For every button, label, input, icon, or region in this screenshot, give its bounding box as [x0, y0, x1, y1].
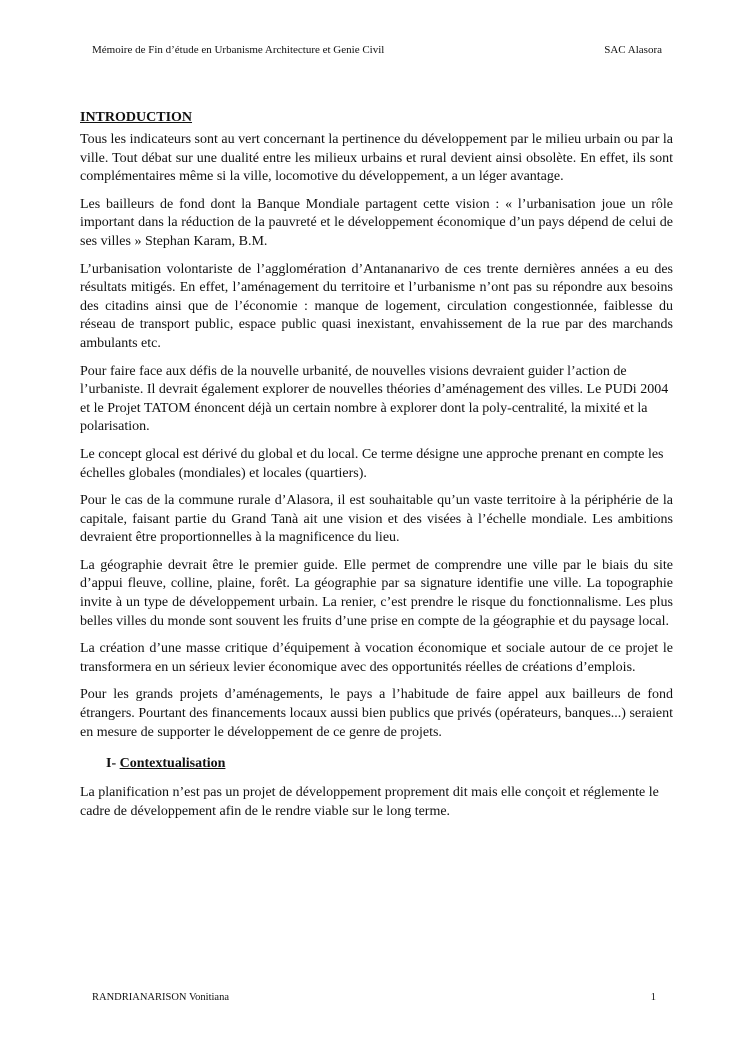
paragraph-6: Pour le cas de la commune rurale d’Alasora, il est souhaitable qu’un vaste territoire à la périphérie de la capitale, faisant partie du Grand Tanà ait une vision et des visées à l’échelle mondiale. Les ambitions devraient être proportionnelles à la magnificence du lieu.	[80, 493, 673, 546]
paragraph-1: Tous les indicateurs sont au vert concernant la pertinence du développement par le milieu urbain ou par la ville. Tout débat sur une dualité entre les milieux urbains et rural devient ainsi obsolète. En effet, ils sont complémentaires même si la ville, locomotive du développement, a un léger avantage.	[80, 132, 673, 185]
introduction-heading: INTRODUCTION	[80, 110, 193, 125]
paragraph-8: La création d’une masse critique d’équipement à vocation économique et sociale autour de ce projet le transformera en un sérieux levier économique avec des opportunités réelles de créations d’emplois.	[80, 641, 673, 675]
section-number: I-	[106, 756, 117, 772]
section-heading	[106, 756, 673, 772]
section-title: Contextualisation	[119, 756, 226, 772]
paragraph-7: La géographie devrait être le premier guide. Elle permet de comprendre une ville par le biais du site d’appui fleuve, colline, plaine, forêt. La géographie par sa signature identifie une ville. La topographie invite à un type de développement urbain. La renier, c’est prendre le risque du fonctionnalisme. Les plus belles villes du monde sont souvent les fruits d’une prise en compte de la géographie et du paysage local.	[80, 557, 673, 629]
page-footer	[92, 992, 656, 1003]
header-organization: SAC Alasora	[604, 44, 662, 56]
footer-author: RANDRIANARISON Vonitiana	[92, 992, 229, 1003]
paragraph-2: Les bailleurs de fond dont la Banque Mondiale partagent cette vision : « l’urbanisation joue un rôle important dans la réduction de la pauvreté et le développement économique d’un pays dépend de celui de ses villes » Stephan Karam, B.M.	[80, 196, 673, 249]
paragraph-4: Pour faire face aux défis de la nouvelle urbanité, de nouvelles visions devraient guider l’action de l’urbaniste. Il devrait également explorer de nouvelles théories d’aménagement des villes. Le PUDi 2004 et le Projet TATOM énoncent déjà un certain nombre à explorer dont la poly-centralité, la mixité et la polarisation.	[80, 363, 669, 435]
paragraph-9: Pour les grands projets d’aménagements, le pays a l’habitude de faire appel aux bailleurs de fond étrangers. Pourtant des financements locaux aussi bien publics que privés (opérateurs, banques...) seraient en mesure de supporter le développement de ce genre de projets.	[80, 687, 673, 740]
page-header	[92, 44, 662, 56]
paragraph-3: L’urbanisation volontariste de l’agglomération d’Antananarivo de ces trente dernières années a eu des résultats mitigés. En effet, l’aménagement du territoire et l’urbanisme n’ont pas su répondre aux besoins des citadins ainsi que de l’économie : manque de logement, circulation congestionnée, faiblesse du réseau de transport public, espace public quasi inexistant, envahissement de la rue par des marchands ambulants etc.	[80, 261, 673, 351]
header-document-title: Mémoire de Fin d’étude en Urbanisme Architecture et Genie Civil	[92, 44, 385, 56]
document-body	[80, 110, 673, 830]
section-paragraph: La planification n’est pas un projet de développement proprement dit mais elle conçoit et réglemente le cadre de développement afin de le rendre viable sur le long terme.	[80, 785, 659, 819]
page-number: 1	[650, 992, 656, 1003]
paragraph-5: Le concept glocal est dérivé du global et du local. Ce terme désigne une approche prenant en compte les échelles globales (mondiales) et locales (quartiers).	[80, 446, 664, 481]
